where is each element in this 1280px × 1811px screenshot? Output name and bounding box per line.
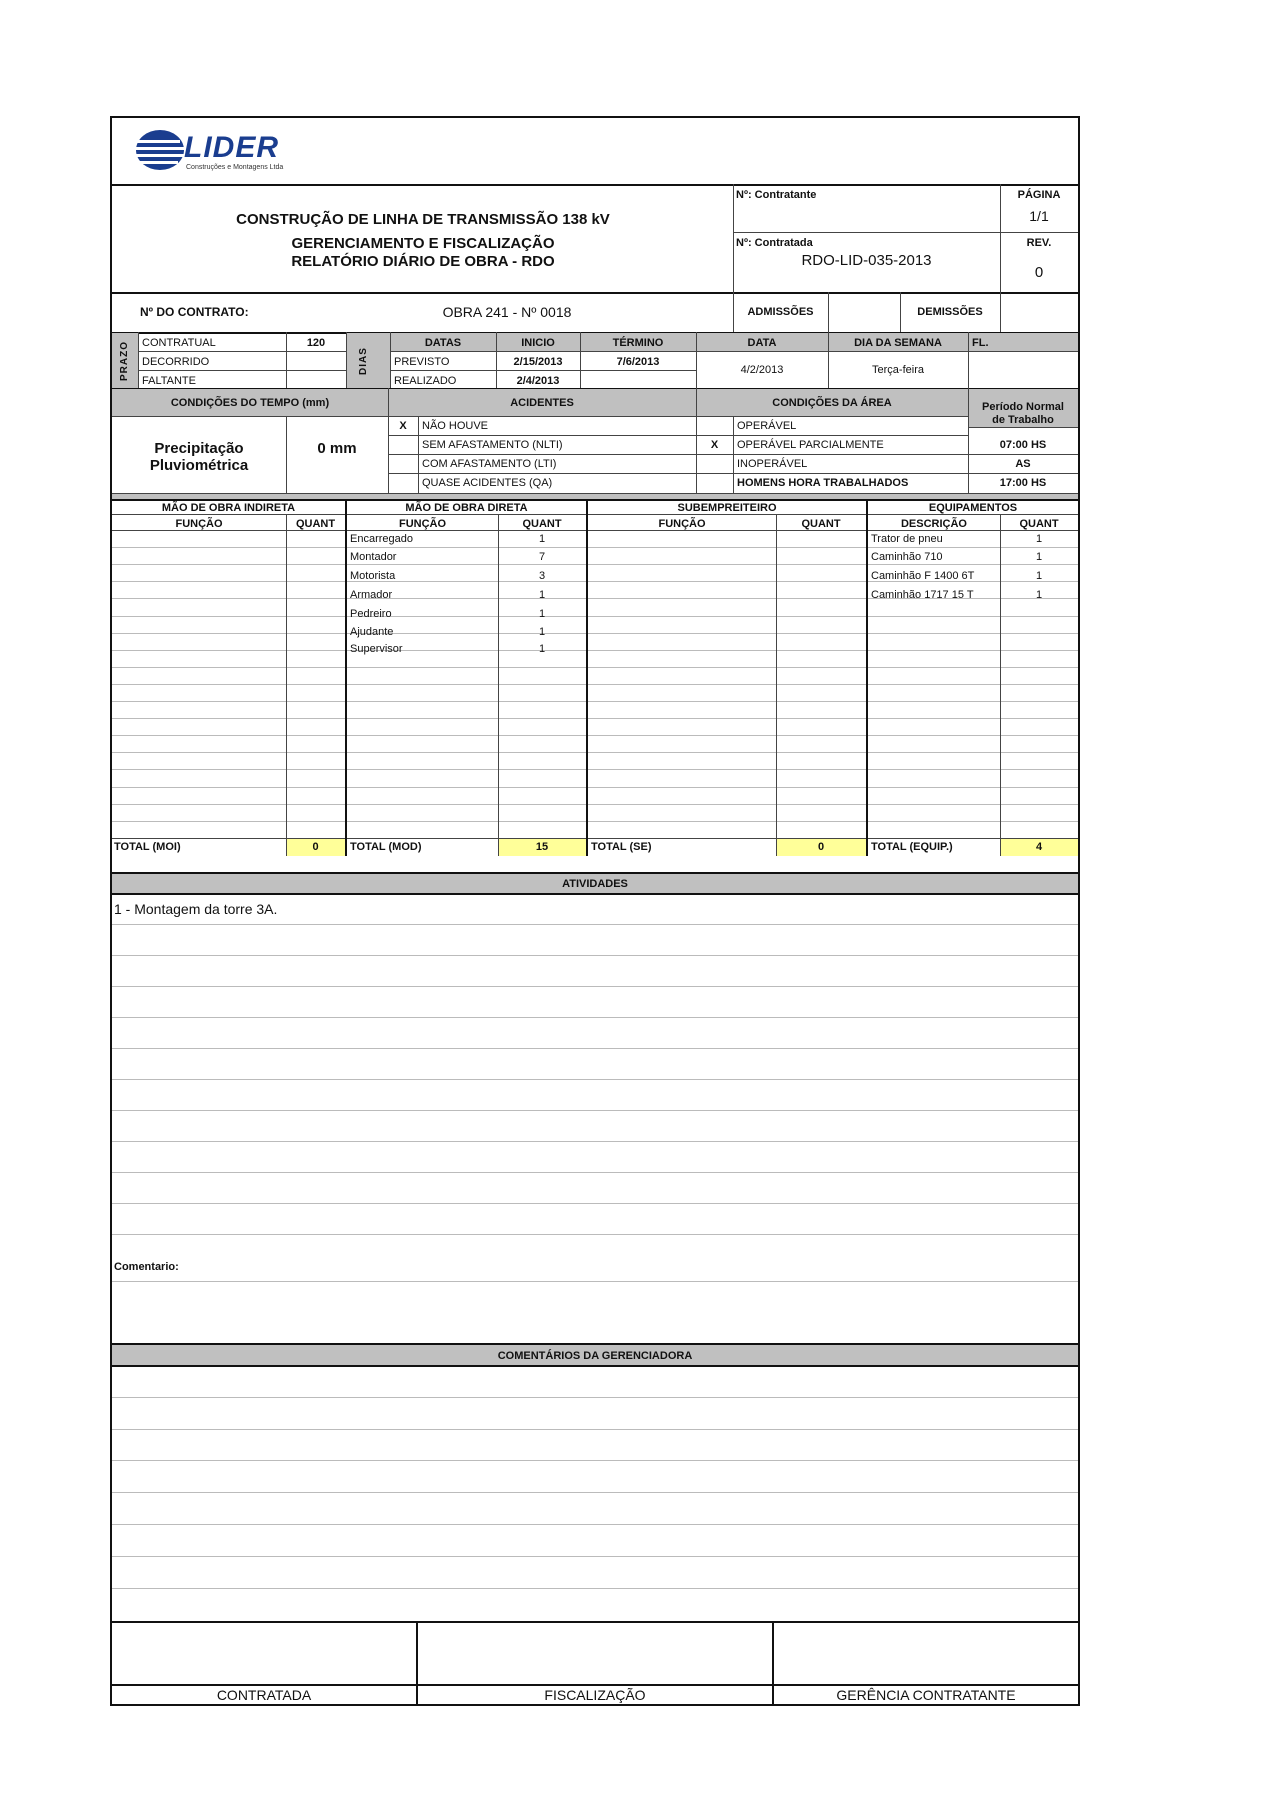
rule-line: [112, 1556, 1078, 1557]
contratada-label: Nº: Contratada: [736, 237, 813, 249]
demissoes-label: DEMISSÕES: [917, 306, 983, 318]
rule-line: [112, 1588, 1078, 1589]
equip-quant: 1: [1035, 570, 1043, 582]
realizado-inicio: 2/4/2013: [516, 375, 560, 387]
equip-quant: 1: [1035, 551, 1043, 563]
dia-semana-value: Terça-feira: [872, 364, 924, 376]
rule-line: [112, 1524, 1078, 1525]
acidente-label: SEM AFASTAMENTO (NLTI): [422, 439, 563, 451]
periodo-label-2: de Trabalho: [992, 414, 1054, 426]
rdo-sheet: [110, 116, 1080, 1706]
data-value: 4/2/2013: [740, 364, 784, 376]
rule-line: [112, 1234, 1078, 1235]
signature-gerencia: GERÊNCIA CONTRATANTE: [836, 1687, 1016, 1703]
precip-label-2: Pluviométrica: [149, 457, 249, 474]
equip-quant: 1: [1035, 533, 1043, 545]
equip-label: EQUIPAMENTOS: [928, 502, 1018, 514]
rev-label: REV.: [1026, 237, 1052, 249]
rule-line: [112, 1048, 1078, 1049]
rule-line: [112, 564, 1078, 565]
sub-quant-header: QUANT: [801, 518, 841, 530]
rule-line: [112, 1492, 1078, 1493]
previsto-termino: 7/6/2013: [616, 356, 660, 368]
total-mod-value: 15: [535, 841, 549, 853]
rule-line: [112, 547, 1078, 548]
rule-line: [112, 924, 1078, 925]
area-mark: X: [710, 439, 719, 451]
datas-label: DATAS: [424, 337, 462, 349]
mod-quant: 3: [538, 570, 546, 582]
previsto-inicio: 2/15/2013: [513, 356, 563, 368]
contratada-value: RDO-LID-035-2013: [801, 252, 932, 269]
sub-funcao-header: FUNÇÃO: [658, 518, 706, 530]
logo-tagline: Construções e Montagens Ltda: [186, 164, 284, 171]
contract-value: OBRA 241 - Nº 0018: [442, 304, 572, 320]
title-line-1: CONSTRUÇÃO DE LINHA DE TRANSMISSÃO 138 kV: [236, 211, 610, 228]
total-moi-label: TOTAL (MOI): [114, 841, 181, 853]
mod-funcao: Supervisor: [350, 643, 403, 655]
contratual-label: CONTRATUAL: [142, 337, 216, 349]
data-label: DATA: [747, 337, 777, 349]
rule-line: [112, 1017, 1078, 1018]
acidente-label: NÃO HOUVE: [422, 420, 489, 432]
rule-line: [112, 1397, 1078, 1398]
realizado-label: REALIZADO: [394, 375, 457, 387]
company-logo: [134, 128, 309, 176]
rule-line: [112, 633, 1078, 634]
signature-fiscalizacao: FISCALIZAÇÃO: [544, 1687, 646, 1703]
moi-funcao-header: FUNÇÃO: [175, 518, 223, 530]
rule-line: [112, 1460, 1078, 1461]
total-equip-label: TOTAL (EQUIP.): [871, 841, 953, 853]
mod-funcao: Pedreiro: [350, 608, 392, 620]
total-se-value: 0: [817, 841, 825, 853]
rule-line: [112, 804, 1078, 805]
equip-quant: 1: [1035, 589, 1043, 601]
pagina-label: PÁGINA: [1017, 189, 1061, 201]
comentario-label: Comentario:: [114, 1261, 179, 1273]
total-moi-value: 0: [312, 841, 319, 853]
rule-line: [112, 1172, 1078, 1173]
equip-descricao-header: DESCRIÇÃO: [900, 518, 967, 530]
rule-line: [112, 1141, 1078, 1142]
rule-line: [112, 986, 1078, 987]
area-label: OPERÁVEL PARCIALMENTE: [737, 439, 884, 451]
rule-line: [112, 1429, 1078, 1430]
moi-label: MÃO DE OBRA INDIRETA: [161, 502, 296, 514]
periodo-label-1: Período Normal: [982, 401, 1064, 413]
title-line-2: GERENCIAMENTO E FISCALIZAÇÃO: [291, 235, 555, 252]
prazo-label: PRAZO: [119, 341, 130, 381]
sub-label: SUBEMPREITEIRO: [677, 502, 777, 514]
rule-line: [112, 955, 1078, 956]
moi-quant-header: QUANT: [295, 518, 336, 530]
mod-quant: 1: [538, 608, 546, 620]
faltante-label: FALTANTE: [142, 375, 196, 387]
contratual-value: 120: [306, 337, 326, 349]
rule-line: [112, 1203, 1078, 1204]
pagina-value: 1/1: [1029, 208, 1049, 224]
equip-descricao: Caminhão 1717 15 T: [871, 589, 974, 601]
mod-funcao: Motorista: [350, 570, 396, 582]
area-label: OPERÁVEL: [737, 420, 797, 432]
mod-quant: 7: [538, 551, 546, 563]
equip-descricao: Trator de pneu: [871, 533, 943, 545]
equip-descricao: Caminhão F 1400 6T: [871, 570, 975, 582]
rule-line: [112, 787, 1078, 788]
title-line-3: RELATÓRIO DIÁRIO DE OBRA - RDO: [291, 253, 555, 270]
acidente-label: COM AFASTAMENTO (LTI): [422, 458, 557, 470]
mod-funcao-header: FUNÇÃO: [398, 518, 447, 530]
rule-line: [112, 752, 1078, 753]
total-se-label: TOTAL (SE): [591, 841, 652, 853]
equip-quant-header: QUANT: [1019, 518, 1059, 530]
dia-semana-label: DIA DA SEMANA: [854, 337, 942, 349]
rule-line: [112, 769, 1078, 770]
rule-line: [112, 684, 1078, 685]
rule-line: [112, 650, 1078, 651]
mod-quant: 1: [538, 626, 546, 638]
fl-label: FL.: [972, 337, 989, 349]
atividades-label: ATIVIDADES: [562, 878, 628, 890]
mod-label: MÃO DE OBRA DIRETA: [405, 502, 528, 514]
periodo-inicio: 07:00 HS: [999, 439, 1047, 451]
decorrido-label: DECORRIDO: [142, 356, 210, 368]
acidente-label: QUASE ACIDENTES (QA): [422, 477, 553, 489]
admissoes-label: ADMISSÕES: [747, 306, 814, 318]
rule-line: [112, 616, 1078, 617]
rule-line: [112, 1079, 1078, 1080]
mod-quant: 1: [538, 643, 546, 655]
mod-quant-header: QUANT: [522, 518, 562, 530]
periodo-as: AS: [1015, 458, 1031, 470]
precip-label-1: Precipitação: [154, 440, 244, 457]
mod-funcao: Armador: [350, 589, 393, 601]
area-label: CONDIÇÕES DA ÁREA: [772, 397, 892, 409]
contratante-label: Nº: Contratante: [736, 189, 817, 201]
mod-quant: 1: [538, 589, 546, 601]
acidentes-label: ACIDENTES: [510, 397, 574, 409]
previsto-label: PREVISTO: [394, 356, 450, 368]
mod-funcao: Montador: [350, 551, 397, 563]
equip-descricao: Caminhão 710: [871, 551, 943, 563]
mod-funcao: Ajudante: [350, 626, 394, 638]
precip-value: 0 mm: [317, 440, 357, 457]
termino-label: TÉRMINO: [612, 337, 664, 349]
contract-label: Nº DO CONTRATO:: [140, 305, 249, 319]
total-mod-label: TOTAL (MOD): [350, 841, 422, 853]
periodo-fim: 17:00 HS: [999, 477, 1047, 489]
inicio-label: INICIO: [521, 337, 555, 349]
dias-label: DIAS: [358, 347, 369, 375]
signature-contratada: CONTRATADA: [216, 1687, 312, 1703]
rule-line: [112, 667, 1078, 668]
rule-line: [112, 735, 1078, 736]
rule-line: [112, 821, 1078, 822]
area-label: INOPERÁVEL: [737, 458, 808, 470]
tempo-label: CONDIÇÕES DO TEMPO (mm): [170, 397, 330, 409]
rule-line: [112, 701, 1078, 702]
rule-line: [112, 1110, 1078, 1111]
rule-line: [112, 718, 1078, 719]
mod-quant: 1: [538, 533, 546, 545]
atividade-line: 1 - Montagem da torre 3A.: [114, 901, 278, 917]
total-equip-value: 4: [1035, 841, 1043, 853]
rev-value: 0: [1034, 264, 1044, 281]
logo-text: LIDER: [184, 131, 279, 164]
homens-hora-label: HOMENS HORA TRABALHADOS: [737, 477, 909, 489]
mod-funcao: Encarregado: [350, 533, 413, 545]
acidente-mark: X: [399, 420, 407, 432]
gerenciadora-label: COMENTÁRIOS DA GERENCIADORA: [497, 1350, 693, 1362]
